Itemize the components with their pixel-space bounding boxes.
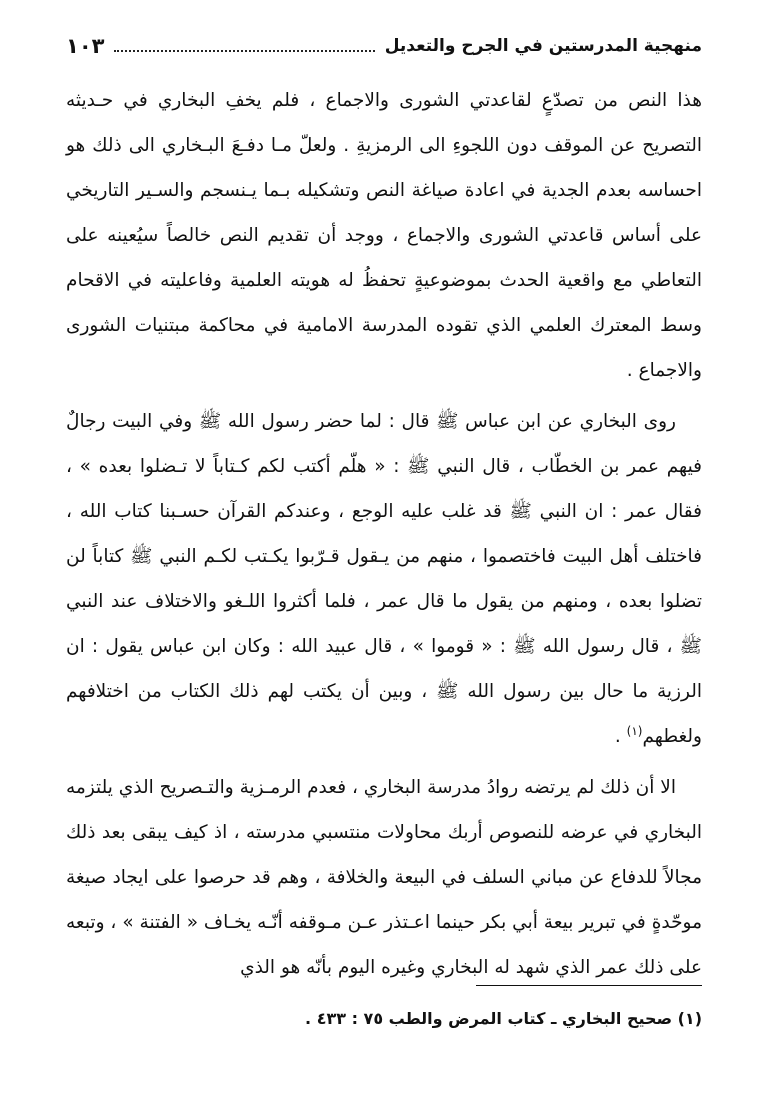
page-number: ١٠٣	[66, 34, 105, 58]
footnote-reference: (١)	[626, 723, 643, 738]
footnote-1	[66, 1006, 702, 1032]
paragraph-text: هذا النص من تصدّعٍ لقاعدتي الشورى والاجماع ، فلم يخفِ البخاري في حـديثه التصريح عن الموقف دون اللجوءِ الى الرمزيةِ . ولعلّ مـا دفـعَ البـخاري الى ذلك هو احساسه بعدم الجدية في اعادة صياغة النص وتشكيله بـما يـنسجم والسـير التاريخي على أساس قاعدتي الشورى والاجماع ، ووجد أن تقديم النص خالصاً سيُعينه على التعاطي مع واقعية الحدث بموضوعيةٍ تحفظُ له هويته العلمية وفاعليته في الاقحام وسط المعترك العلمي الذي تقوده المدرسة الامامية في محاكمة مبتنيات الشورى والاجماع .	[66, 90, 702, 381]
running-title: منهجية المدرستين في الجرح والتعديل	[384, 36, 702, 56]
footnote-text: (١) صحيح البخاري ـ كتاب المرض والطب ٧٥ : ٤٣٣ .	[305, 1009, 702, 1028]
paragraph-1	[66, 78, 702, 393]
paragraph-3	[66, 765, 702, 990]
footnote-separator	[476, 985, 702, 986]
paragraph-text: روى البخاري عن ابن عباس ﷺ قال : لما حضر رسول الله ﷺ وفي البيت رجالٌ فيهم عمر بن الخطّاب ، قال النبي ﷺ : « هلّم أكتب لكم كـتاباً لا تـضلوا بعده » ، فقال عمر : ان النبي ﷺ قد غلب عليه الوجع ، وعندكم القرآن حسـبنا كتاب الله ، فاختلف أهل البيت فاختصموا ، منهم من يـقول قـرّبوا يكـتب لكـم النبي ﷺ كتاباً لن تضلوا بعده ، ومنهم من يقول ما قال عمر ، فلما أكثروا اللـغو والاختلاف عند النبي ﷺ ، قال رسول الله ﷺ : « قوموا » ، قال عبيد الله : وكان ابن عباس يقول : ان الرزية ما حال بين رسول الله ﷺ ، وبين أن يكتب لهم ذلك الكتاب من اختلافهم ولغطهم	[66, 411, 702, 747]
paragraph-ending: .	[614, 726, 627, 747]
paragraph-text: الا أن ذلك لم يرتضه روادُ مدرسة البخاري ، فعدم الرمـزية والتـصريح الذي يلتزمه البخاري في عرضه للنصوص أربك محاولات منتسبي مدرسته ، اذ كيف يبقى بعد ذلك مجالاً للدفاع عن مباني السلف في البيعة والخلافة ، وهم قد حرصوا على ايجاد صيغة موحّدةٍ في تبرير بيعة أبي بكر حينما اعـتذر عـن مـوقفه أنّـه يخـاف « الفتنة » ، وتبعه على ذلك عمر الذي شهد له البخاري وغيره اليوم بأنّه هو الذي	[66, 777, 702, 978]
header-dot-leader	[114, 50, 374, 52]
body-text	[66, 78, 702, 990]
page-header	[66, 26, 702, 66]
paragraph-2	[66, 399, 702, 759]
